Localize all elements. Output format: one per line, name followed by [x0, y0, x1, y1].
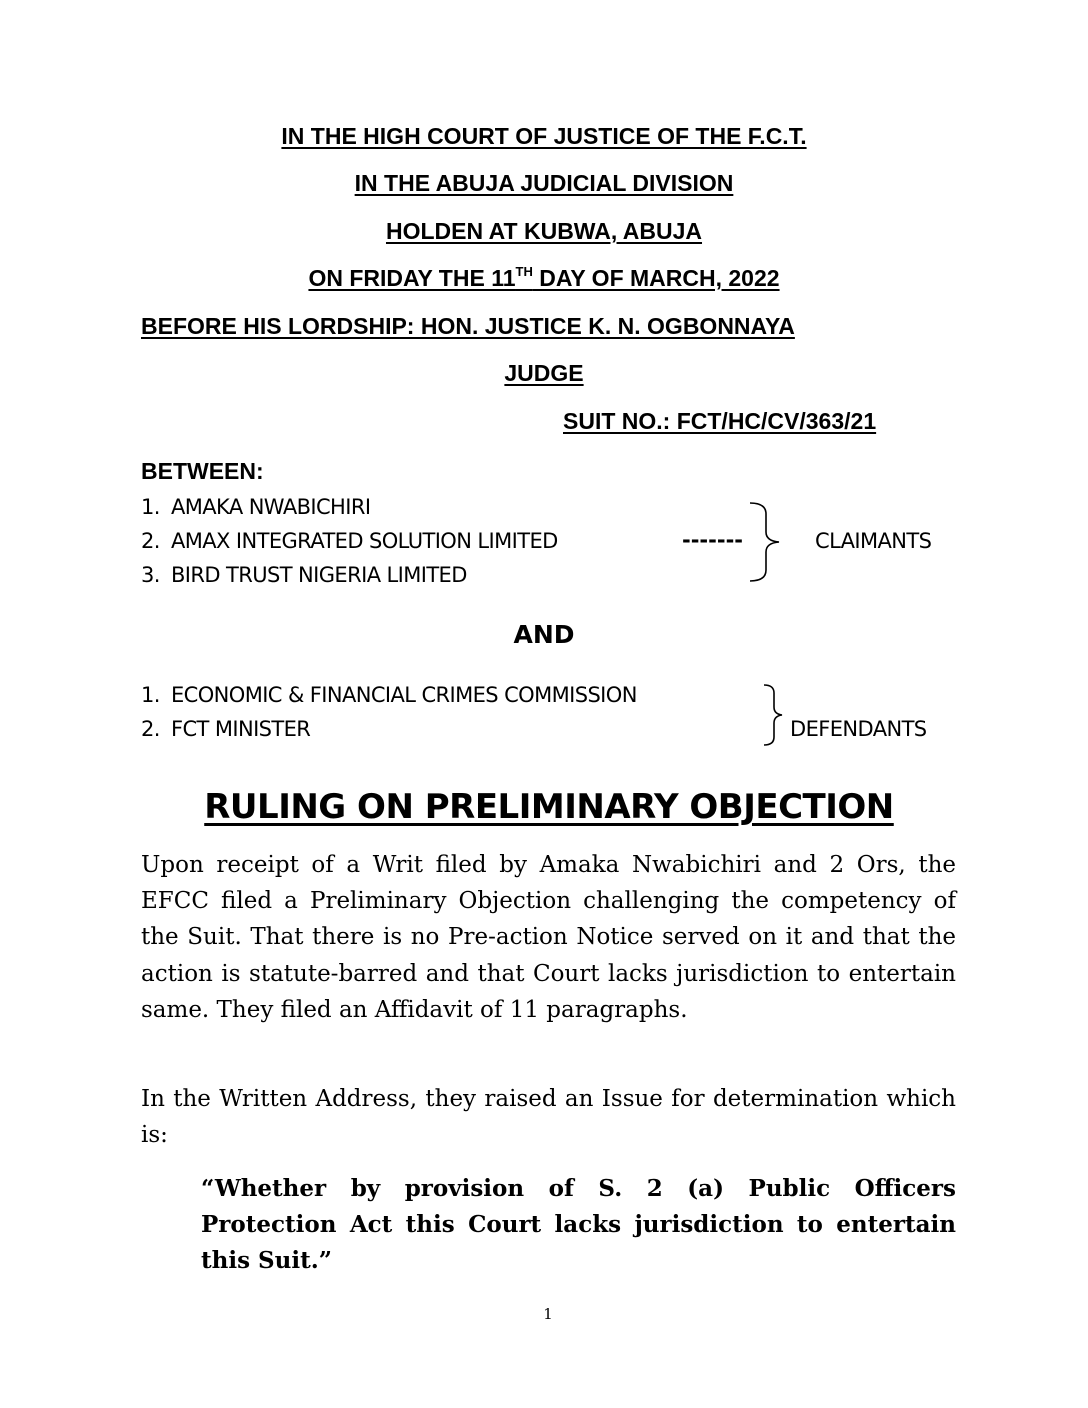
- suit-number: SUIT NO.: FCT/HC/CV/363/21: [563, 408, 877, 434]
- defendant-name: ECONOMIC & FINANCIAL CRIMES COMMISSION: [171, 683, 637, 707]
- defendant-number: 1.: [141, 683, 160, 707]
- between-label: BETWEEN:: [141, 458, 264, 484]
- date-heading-sup: TH: [515, 264, 533, 279]
- page-number: 1: [543, 1305, 553, 1323]
- ruling-title: RULING ON PRELIMINARY OBJECTION: [204, 787, 894, 827]
- dash-separator: -------: [682, 528, 744, 552]
- date-heading-post: DAY OF MARCH, 2022: [532, 265, 780, 291]
- claimant-item: [141, 562, 467, 588]
- holden-heading: HOLDEN AT KUBWA, ABUJA: [385, 218, 703, 244]
- claimant-number: 3.: [141, 563, 160, 587]
- defendant-name: FCT MINISTER: [171, 717, 311, 741]
- and-separator: AND: [513, 620, 575, 649]
- claimants-brace-icon: [748, 500, 788, 584]
- issue-quote: “Whether by provision of S. 2 (a) Public Officers Protection Act this Court lacks jurisdiction to entertain this Suit.”: [201, 1175, 956, 1275]
- division-heading: IN THE ABUJA JUDICIAL DIVISION: [354, 170, 734, 196]
- before-heading: BEFORE HIS LORDSHIP: HON. JUSTICE K. N. OGBONNAYA: [141, 313, 795, 339]
- defendant-item: [141, 682, 637, 708]
- claimant-name: AMAKA NWABICHIRI: [171, 495, 371, 519]
- court-heading: IN THE HIGH COURT OF JUSTICE OF THE F.C.T.: [281, 123, 807, 149]
- defendant-item: [141, 716, 310, 742]
- body-paragraph: Upon receipt of a Writ filed by Amaka Nwabichiri and 2 Ors, the EFCC filed a Preliminary Objection challenging the competency of the Suit. That there is no Pre-action Notice served on it and that the action is statute-barred and that Court lacks jurisdiction to entertain same. They filed an Affidavit of 11 paragraphs.: [141, 852, 956, 1023]
- date-heading-pre: ON FRIDAY THE 11: [308, 265, 516, 291]
- defendants-brace-icon: [760, 683, 790, 747]
- claimants-label: CLAIMANTS: [815, 529, 932, 553]
- claimant-number: 2.: [141, 529, 160, 553]
- defendant-number: 2.: [141, 717, 160, 741]
- claimant-name: BIRD TRUST NIGERIA LIMITED: [171, 563, 467, 587]
- date-heading: [0, 264, 1088, 292]
- claimant-name: AMAX INTEGRATED SOLUTION LIMITED: [171, 529, 558, 553]
- claimant-item: [141, 528, 558, 554]
- judge-heading: JUDGE: [504, 360, 584, 386]
- claimant-number: 1.: [141, 495, 160, 519]
- defendants-label: DEFENDANTS: [790, 717, 927, 741]
- body-paragraph: In the Written Address, they raised an Issue for determination which is:: [141, 1086, 956, 1149]
- claimant-item: [141, 494, 370, 520]
